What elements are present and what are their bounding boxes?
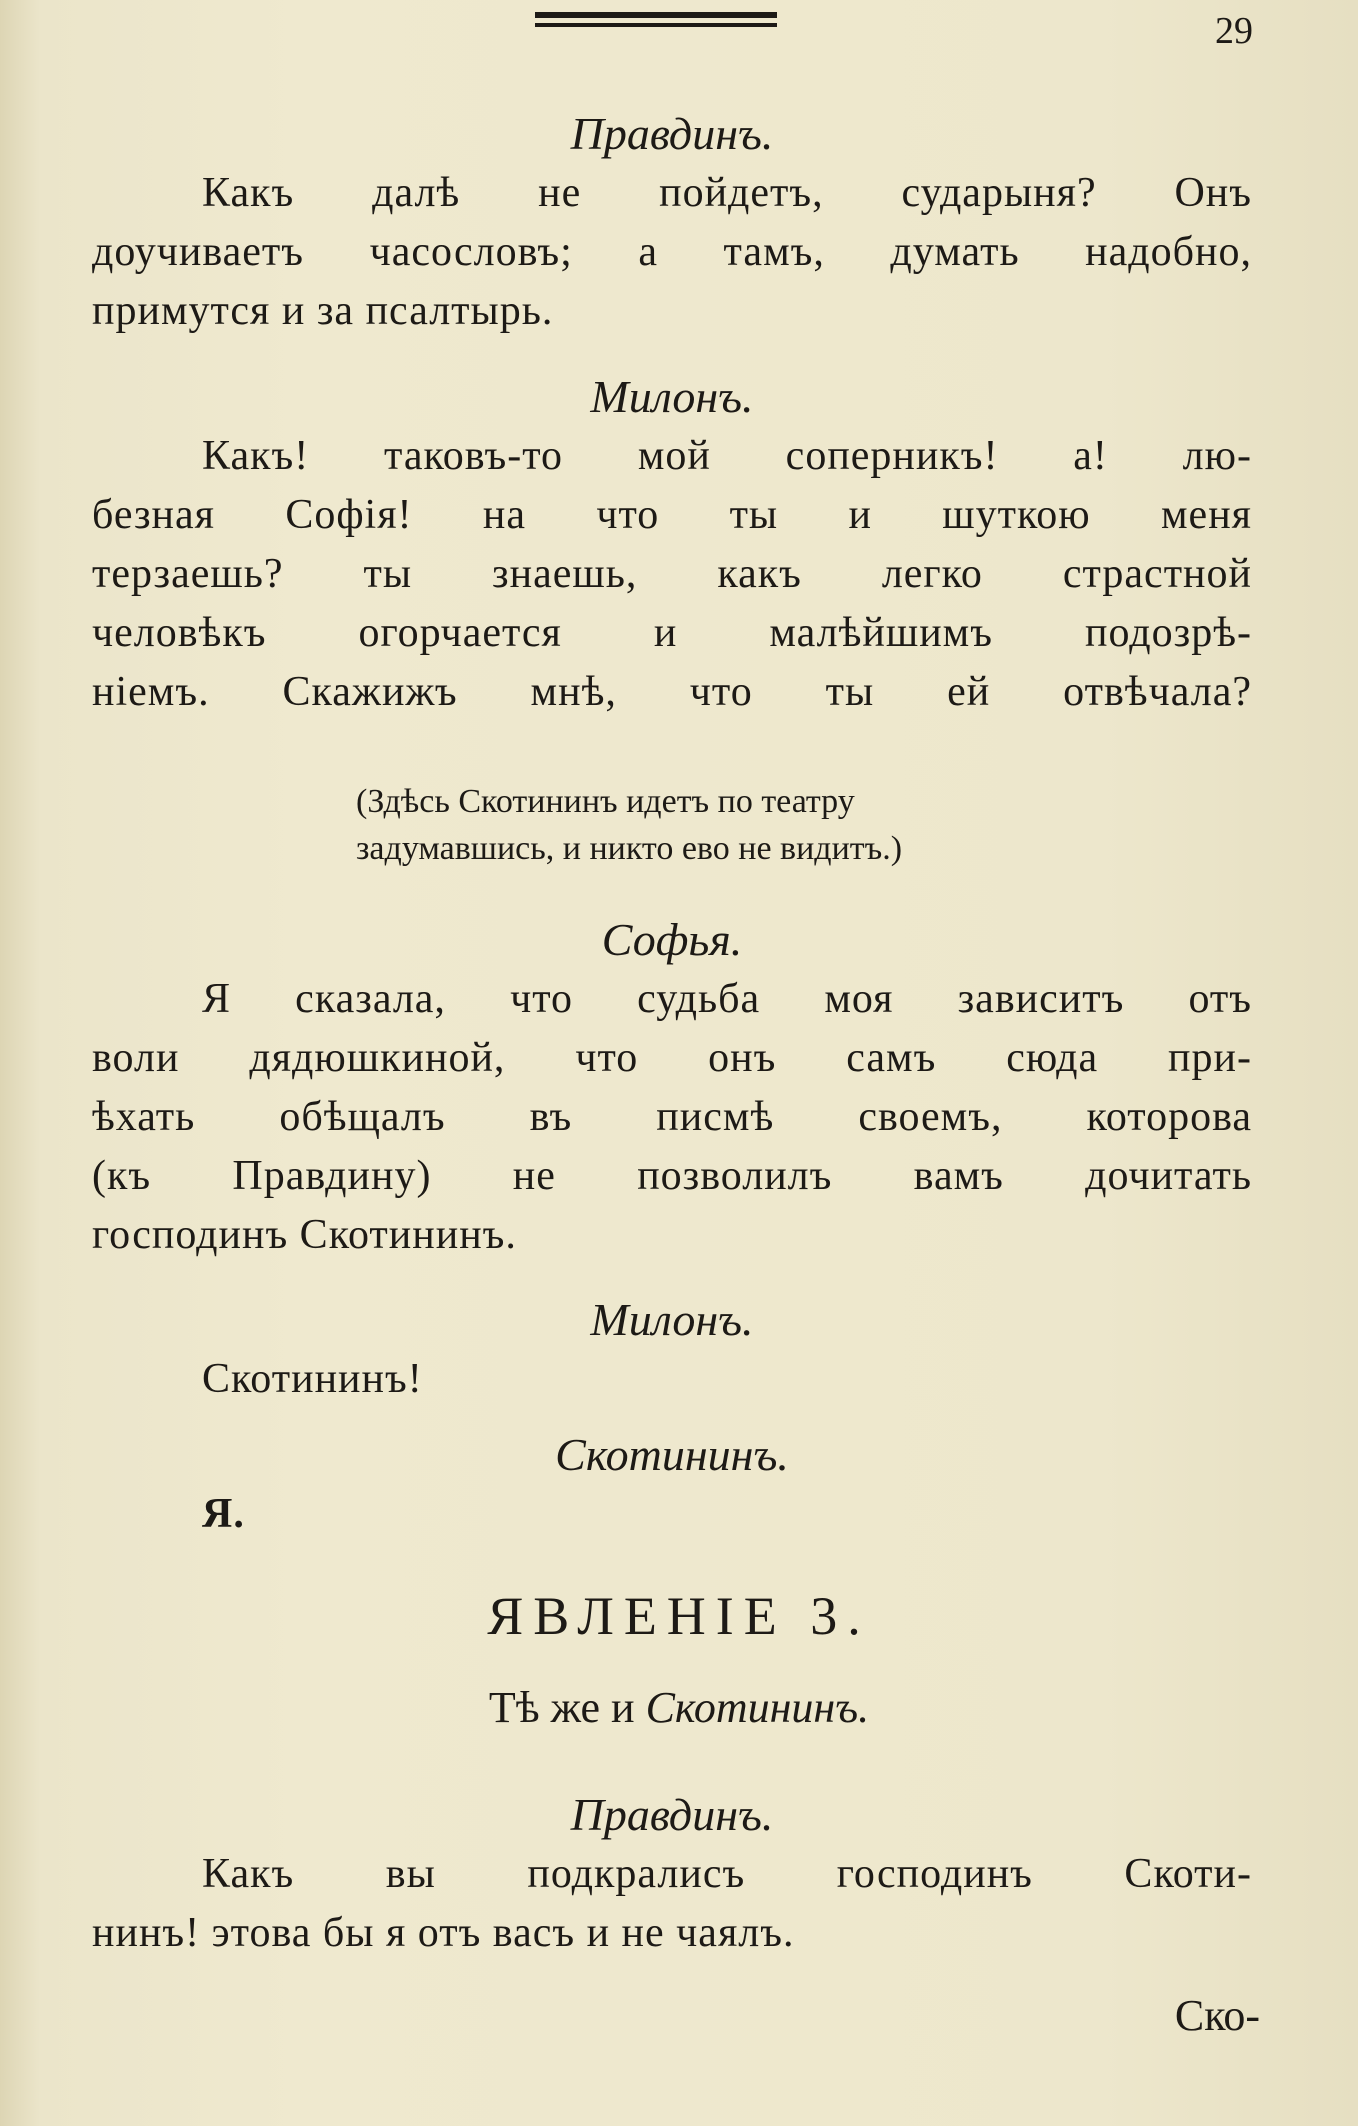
speech-milon-1 (92, 367, 1252, 722)
text-line: Скотининъ! (202, 1356, 423, 1402)
text-line: терзаешь? ты знаешь, какъ легко страстной (92, 551, 1252, 597)
speaker-name: Правдинъ. (570, 1789, 774, 1840)
text-line: ніемъ. Скажижъ мнѣ, что ты ей отвѣчала? (92, 669, 1252, 715)
text-line: ѣхать обѣщалъ въ писмѣ своемъ, которова (92, 1094, 1252, 1140)
speech-sofya (92, 910, 1252, 1265)
text-line: человѣкъ огорчается и малѣйшимъ подозрѣ- (92, 610, 1252, 656)
text-line: Я сказала, что судьба моя зависитъ отъ (202, 976, 1252, 1022)
text-line: Какъ! таковъ-то мой соперникъ! а! лю- (202, 433, 1252, 479)
speaker-name: Правдинъ. (570, 108, 774, 159)
text-line: доучиваетъ часословъ; а тамъ, думать надобно, (92, 229, 1252, 275)
scene-subheading (0, 1682, 1358, 1733)
text-line: нинъ! этова бы я отъ васъ и не чаялъ. (92, 1910, 795, 1956)
text-line: безная Софія! на что ты и шуткою меня (92, 492, 1252, 538)
catchword: Ско- (1174, 1991, 1260, 2040)
speaker-name: Милонъ. (590, 1294, 754, 1345)
speech-skotinin (92, 1425, 1252, 1544)
speaker-name: Скотининъ. (555, 1429, 789, 1480)
stage-line: (Здѣсь Скотининъ идетъ по театру (356, 783, 855, 820)
speech-pravdin-1 (92, 104, 1252, 341)
scene-subheading-plain: Тѣ же и (488, 1683, 646, 1732)
rule-thick (535, 12, 777, 18)
text-line: Какъ вы подкралисъ господинъ Скоти- (202, 1851, 1252, 1897)
scene-subheading-italic: Скотининъ. (645, 1683, 870, 1732)
speaker-name: Софья. (601, 914, 743, 965)
text-line: господинъ Скотининъ. (92, 1212, 517, 1258)
text-line: Я. (202, 1491, 245, 1537)
text-line: (къ Правдину) не позволилъ вамъ дочитать (92, 1153, 1252, 1199)
stage-line: задумавшись, и никто ево не видитъ.) (356, 830, 903, 867)
rule-thin (535, 23, 777, 27)
text-line: воли дядюшкиной, что онъ самъ сюда при- (92, 1035, 1252, 1081)
text-line: Какъ далѣ не пойдетъ, сударыня? Онъ (202, 170, 1252, 216)
page-number: 29 (1215, 10, 1253, 52)
header-ornament-rule (535, 12, 777, 32)
text-line: примутся и за псалтырь. (92, 288, 554, 334)
speech-pravdin-2 (92, 1785, 1252, 1963)
speech-milon-2 (92, 1290, 1252, 1409)
speaker-name: Милонъ. (590, 371, 754, 422)
stage-direction (356, 778, 1156, 872)
scene-heading: ЯВЛЕНІЕ 3. (487, 1586, 871, 1646)
